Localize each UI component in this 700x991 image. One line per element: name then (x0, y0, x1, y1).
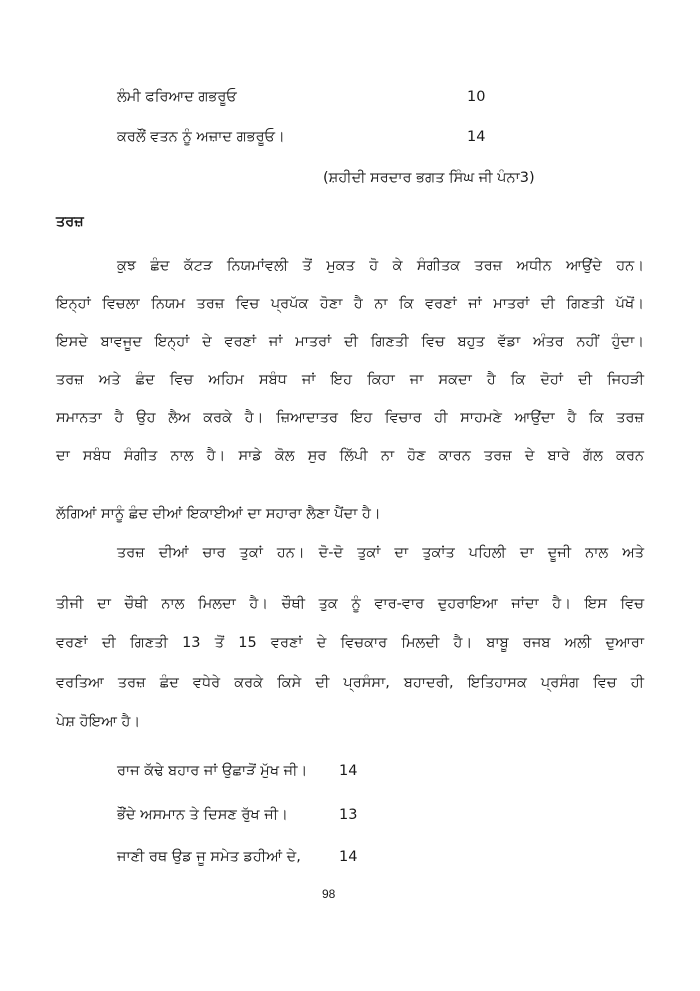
paragraph-line: ਇਸਦੇ ਬਾਵਜੂਦ ਇਨ੍ਹਾਂ ਦੇ ਵਰਣਾਂ ਜਾਂ ਮਾਤਰਾਂ ਦੀ ਗਿਣਤੀ ਵਿਚ ਬਹੁਤ ਵੱਡਾ ਅੰਤਰ ਨਹੀਂ ਹੁੰਦਾ। (56, 334, 644, 350)
verse-syllable-count: 14 (339, 763, 358, 779)
verse-text: ਲੰਮੀ ਫਰਿਆਦ ਗਭਰੂਓ (117, 89, 237, 105)
paragraph-line: ਦਾ ਸਬੰਧ ਸੰਗੀਤ ਨਾਲ ਹੈ। ਸਾਡੇ ਕੋਲ ਸੁਰ ਲਿੱਪੀ ਨਾ ਹੋਣ ਕਾਰਨ ਤਰਜ਼ ਦੇ ਬਾਰੇ ਗੱਲ ਕਰਨ (56, 448, 644, 464)
paragraph-line: ਤਰਜ਼ ਅਤੇ ਛੰਦ ਵਿਚ ਅਹਿਮ ਸਬੰਧ ਜਾਂ ਇਹ ਕਿਹਾ ਜਾ ਸਕਦਾ ਹੈ ਕਿ ਦੋਹਾਂ ਦੀ ਜਿਹੜੀ (56, 372, 644, 388)
paragraph-line: ਸਮਾਨਤਾ ਹੈ ਉਹ ਲੈਅ ਕਰਕੇ ਹੈ। ਜ਼ਿਆਦਾਤਰ ਇਹ ਵਿਚਾਰ ਹੀ ਸਾਹਮਣੇ ਆਉਂਦਾ ਹੈ ਕਿ ਤਰਜ਼ (56, 410, 644, 426)
paragraph-line: ਤਰਜ਼ ਦੀਆਂ ਚਾਰ ਤੁਕਾਂ ਹਨ। ਦੋ-ਦੋ ਤੁਕਾਂ ਦਾ ਤੁਕਾਂਤ ਪਹਿਲੀ ਦਾ ਦੂਜੀ ਨਾਲ ਅਤੇ (117, 545, 644, 561)
verse-text: ਜਾਣੀ ਰਥ ਉਡ ਜੂ ਸਮੇਤ ਡਹੀਆਂ ਦੇ, (117, 849, 301, 865)
verse-syllable-count: 10 (467, 89, 486, 105)
section-heading: ਤਰਜ਼ (56, 214, 84, 230)
verse-syllable-count: 14 (339, 849, 358, 865)
paragraph-line: ਪੇਸ਼ ਹੋਇਆ ਹੈ। (56, 714, 141, 730)
paragraph-line: ਕੁਝ ਛੰਦ ਕੱਟੜ ਨਿਯਮਾਂਵਲੀ ਤੋਂ ਮੁਕਤ ਹੋ ਕੇ ਸੰਗੀਤਕ ਤਰਜ਼ ਅਧੀਨ ਆਉਂਦੇ ਹਨ। (117, 258, 644, 274)
paragraph-line: ਵਰਣਾਂ ਦੀ ਗਿਣਤੀ 13 ਤੋਂ 15 ਵਰਣਾਂ ਦੇ ਵਿਚਕਾਰ ਮਿਲਦੀ ਹੈ। ਬਾਬੂ ਰਜਬ ਅਲੀ ਦੁਆਰਾ (56, 635, 644, 651)
verse-citation: (ਸ਼ਹੀਦੀ ਸਰਦਾਰ ਭਗਤ ਸਿੰਘ ਜੀ ਪੰਨਾ3) (323, 170, 535, 186)
verse-syllable-count: 14 (467, 129, 486, 145)
page-number: 98 (322, 887, 336, 901)
paragraph-line: ਲੱਗਿਆਂ ਸਾਨੂੰ ਛੰਦ ਦੀਆਂ ਇਕਾਈਆਂ ਦਾ ਸਹਾਰਾ ਲੈਣਾ ਪੈਂਦਾ ਹੈ। (56, 506, 381, 522)
verse-text: ਕਰਲੌਂ ਵਤਨ ਨੂੰ ਅਜ਼ਾਦ ਗਭਰੂਓ। (117, 129, 285, 145)
paragraph-line: ਵਰਤਿਆ ਤਰਜ਼ ਛੰਦ ਵਧੇਰੇ ਕਰਕੇ ਕਿਸੇ ਦੀ ਪ੍ਰਸੰਸਾ, ਬਹਾਦਰੀ, ਇਤਿਹਾਸਕ ਪ੍ਰਸੰਗ ਵਿਚ ਹੀ (56, 675, 644, 691)
verse-text: ਰਾਜ ਕੱਢੇ ਬਹਾਰ ਜਾਂ ਉਛਾੜੋਂ ਮੁੱਖ ਜੀ। (117, 763, 308, 779)
paragraph-line: ਇਨ੍ਹਾਂ ਵਿਚਲਾ ਨਿਯਮ ਤਰਜ਼ ਵਿਚ ਪ੍ਰਪੱਕ ਹੋਣਾ ਹੈ ਨਾ ਕਿ ਵਰਣਾਂ ਜਾਂ ਮਾਤਰਾਂ ਦੀ ਗਿਣਤੀ ਪੱਖੋਂ। (56, 296, 644, 312)
verse-syllable-count: 13 (339, 807, 358, 823)
paragraph-line: ਤੀਜੀ ਦਾ ਚੌਥੀ ਨਾਲ ਮਿਲਦਾ ਹੈ। ਚੌਥੀ ਤੁਕ ਨੂੰ ਵਾਰ-ਵਾਰ ਦੁਹਰਾਇਆ ਜਾਂਦਾ ਹੈ। ਇਸ ਵਿਚ (56, 596, 644, 612)
verse-text: ਭੌਂਦੇ ਅਸਮਾਨ ਤੇ ਦਿਸਣ ਰੁੱਖ ਜੀ। (117, 807, 288, 823)
